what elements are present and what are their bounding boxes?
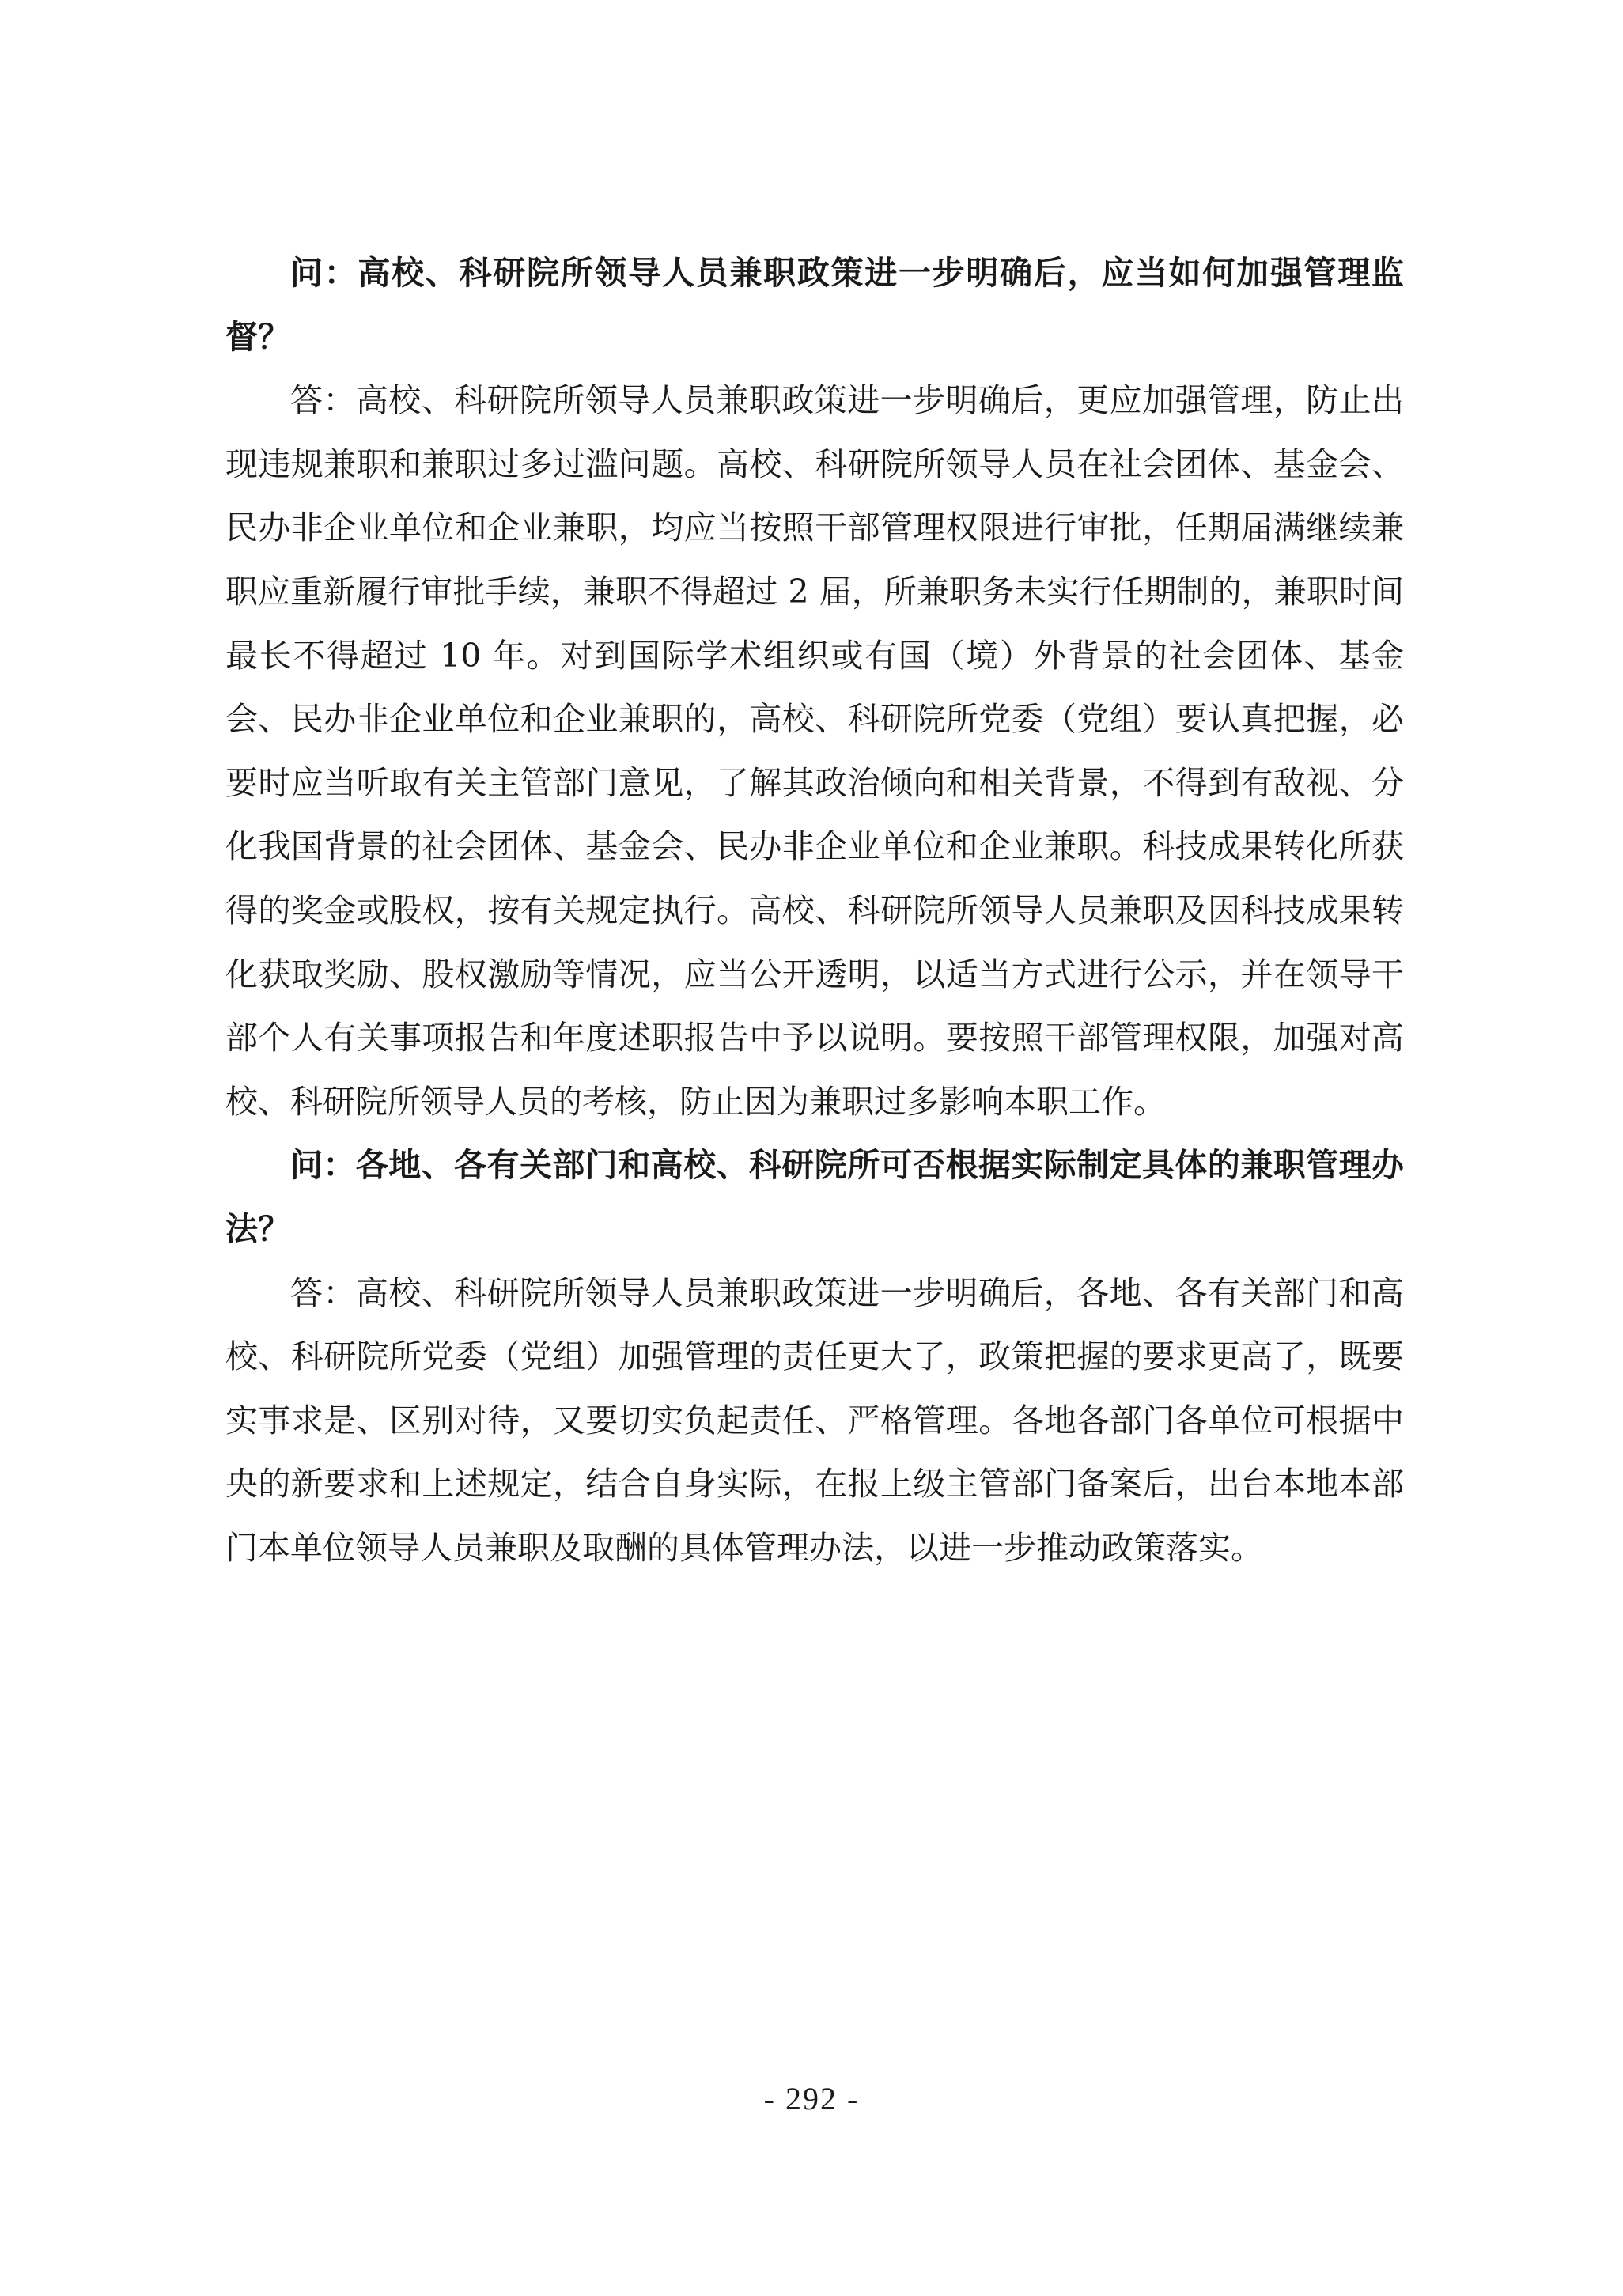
answer-paragraph: 答：高校、科研院所领导人员兼职政策进一步明确后，更应加强管理，防止出现违规兼职和兼职过多过滥问题。高校、科研院所领导人员在社会团体、基金会、民办非企业单位和企业兼职，均应当按照干部管理权限进行审批，任期届满继续兼职应重新履行审批手续，兼职不得超过 2 届，所兼职务未实行任期制的，兼职时间最长不得超过 10 年。对到国际学术组织或有国（境）外背景的社会团体、基金会、民办非企业单位和企业兼职的，高校、科研院所党委（党组）要认真把握，必要时应当听取有关主管部门意见，了解其政治倾向和相关背景，不得到有敌视、分化我国背景的社会团体、基金会、民办非企业单位和企业兼职。科技成果转化所获得的奖金或股权，按有关规定执行。高校、科研院所领导人员兼职及因科技成果转化获取奖励、股权激励等情况，应当公开透明，以适当方式进行公示，并在领导干部个人有关事项报告和年度述职报告中予以说明。要按照干部管理权限，加强对高校、科研院所领导人员的考核，防止因为兼职过多影响本职工作。 [225,381,1404,1121]
answer-paragraph: 答：高校、科研院所领导人员兼职政策进一步明确后，各地、各有关部门和高校、科研院所党委（党组）加强管理的责任更大了，政策把握的要求更高了，既要实事求是、区别对待，又要切实负起责任、严格管理。各地各部门各单位可根据中央的新要求和上述规定，结合自身实际，在报上级主管部门备案后，出台本地本部门本单位领导人员兼职及取酬的具体管理办法，以进一步推动政策落实。 [225,1273,1404,1567]
page-number: - 292 - [763,2081,860,2116]
question-paragraph: 问：高校、科研院所领导人员兼职政策进一步明确后，应当如何加强管理监督？ [225,254,1404,356]
document-body [225,241,1404,1579]
question-paragraph: 问：各地、各有关部门和高校、科研院所可否根据实际制定具体的兼职管理办法？ [225,1146,1404,1248]
